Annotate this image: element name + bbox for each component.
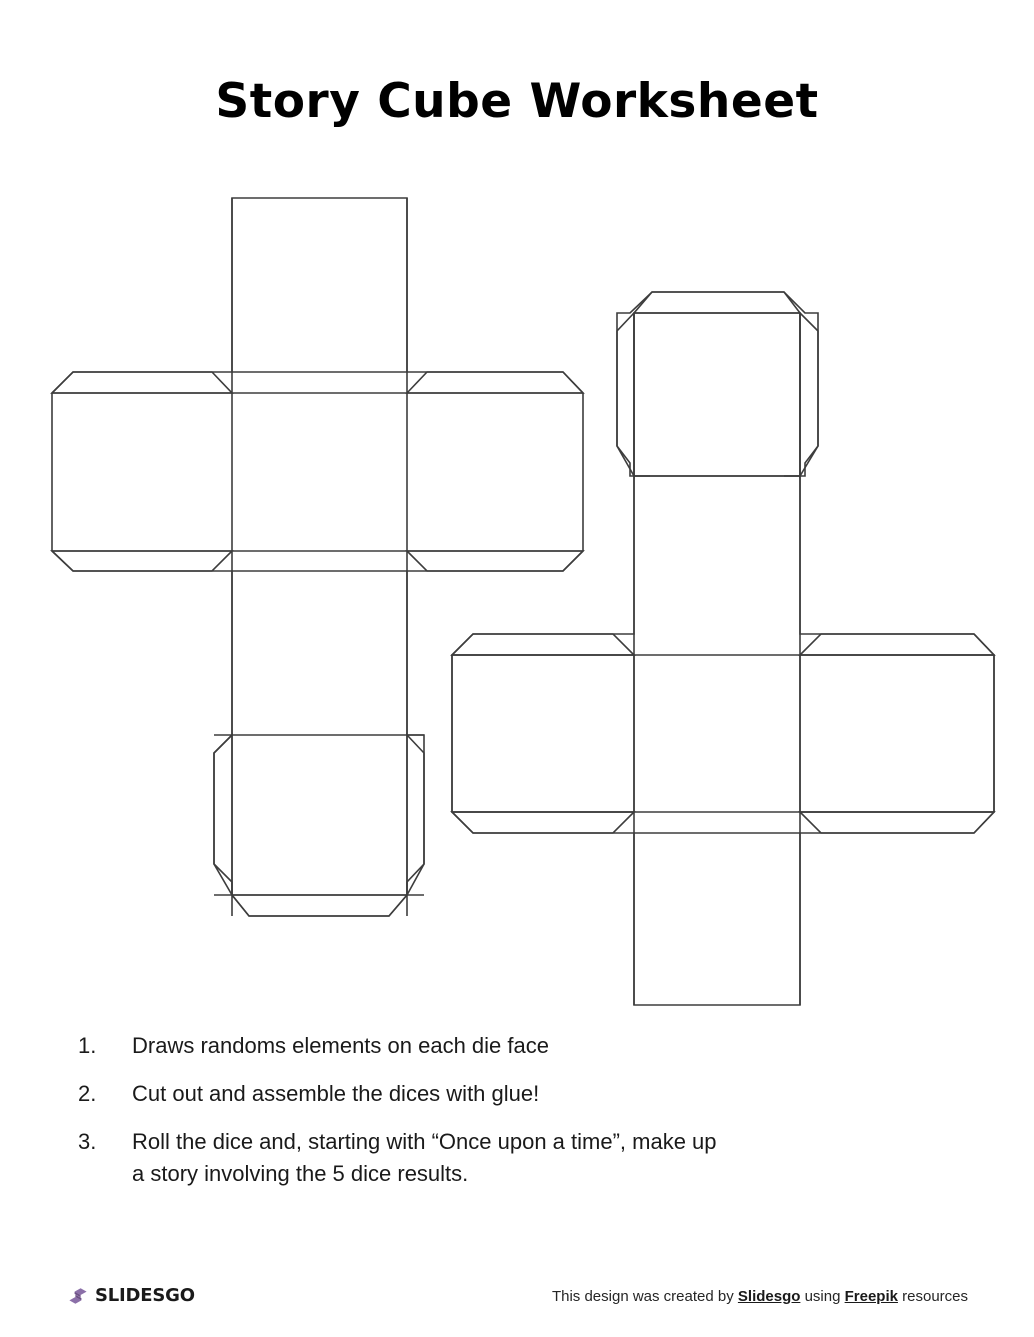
net-right-face-left [452,655,634,812]
net-right-face-top [634,313,800,476]
instruction-number: 2. [78,1081,97,1106]
net-left-tab-bottom-bottomface [232,895,407,916]
net-left-tab-top-right [407,372,583,393]
instruction-text: Draws randoms elements on each die face [132,1033,549,1058]
net-left-tab-right-bottomface [407,735,424,895]
instruction-text: Cut out and assemble the dices with glue! [132,1081,540,1106]
net-left-outline [52,198,583,916]
list-item [78,1078,718,1110]
net-right-outline [452,292,994,1005]
cube-net-right [452,292,994,1005]
slidesgo-brand [68,1285,195,1306]
instructions-list [78,1030,718,1206]
net-right-tab-top [634,292,800,313]
net-right-tab-bottom-left [452,812,634,833]
freepik-link[interactable]: Freepik [844,1288,898,1305]
page-title: Story Cube Worksheet [215,74,819,129]
list-item [78,1126,718,1190]
slidesgo-link[interactable]: Slidesgo [737,1288,801,1305]
net-right-tab-left-topface [617,313,634,476]
net-right-tab-top-left [452,634,634,655]
net-right-tab-top-right [800,634,994,655]
net-left-tab-bottom-right [407,551,583,571]
net-left-tab-left-bottomface [214,735,232,895]
attribution-suffix: resources [897,1288,968,1305]
page-footer [0,1281,1034,1321]
net-right-tab-right-topface [800,313,818,476]
net-right-tab-bottom-right [800,812,994,833]
attribution-middle: using [800,1288,845,1305]
slidesgo-logo-icon [68,1286,88,1306]
instruction-text: Roll the dice and, starting with “Once upon a time”, make up a story involving the 5 dice results. [132,1129,717,1186]
net-left-tab-top-left [52,372,232,393]
net-right-face-right [800,655,994,812]
list-item [78,1030,718,1062]
attribution-prefix: This design was created by [551,1288,738,1305]
instruction-number: 3. [78,1129,97,1154]
cube-net-left [52,198,583,916]
net-left-tab-bottom-left [52,551,232,571]
instruction-number: 1. [78,1033,97,1058]
slidesgo-brand-name: SLIDESGO [95,1285,195,1306]
attribution-text [552,1288,968,1305]
